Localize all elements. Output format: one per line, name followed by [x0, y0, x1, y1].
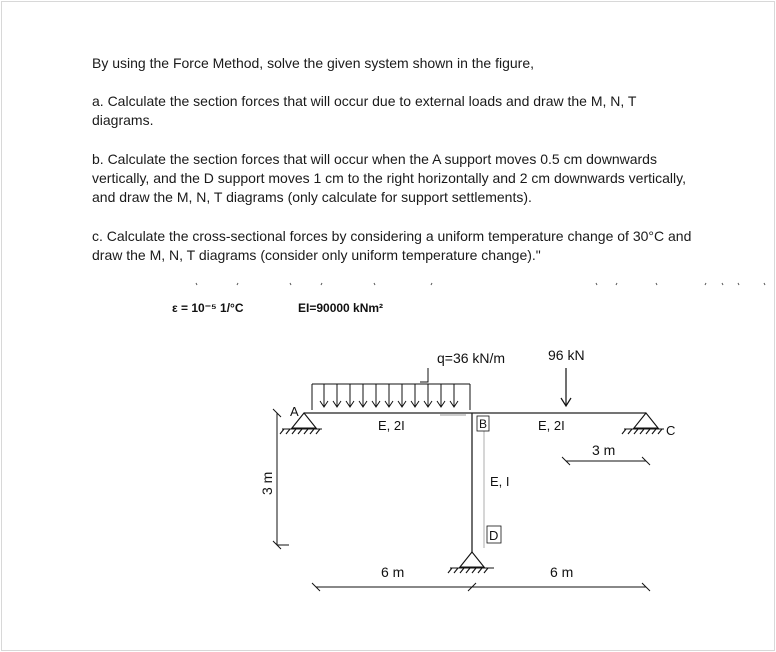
support-d: [448, 552, 494, 573]
stiffness-label: EI=90000 kNm²: [298, 301, 384, 315]
load-label-leader: [420, 368, 428, 382]
question-part-b: b. Calculate the section forces that will occur when the A support moves 0.5 cm downwards vertically, and the D support moves 1 cm to the right horizontally and 2 cm downwards vertically, and draw the M, N, T diagrams (only calculate for support settlements).: [92, 151, 686, 205]
thermal-coefficient-label: ε = 10⁻⁵ 1/°C: [172, 301, 244, 315]
node-d-label: D: [489, 528, 499, 543]
load-offset-label: 3 m: [592, 442, 616, 458]
load-arrows: [320, 384, 458, 407]
support-a: [280, 413, 322, 434]
node-a-label: A: [290, 404, 299, 419]
node-b-label: B: [479, 417, 488, 431]
member-bd-label: E, I: [490, 474, 510, 489]
member-ab-label: E, 2I: [378, 418, 405, 433]
support-c: [622, 413, 664, 434]
span-dimension: [312, 583, 650, 591]
distributed-load: [312, 384, 470, 410]
point-load-label: 96 kN: [548, 347, 585, 363]
member-bc-label: E, 2I: [538, 418, 565, 433]
question-part-a: a. Calculate the section forces that will occur due to external loads and draw the M, N, T diagrams.: [92, 93, 637, 128]
left-span-label: 6 m: [381, 564, 405, 580]
load-offset-dimension: [562, 457, 650, 465]
point-load-arrow: [561, 368, 571, 406]
right-span-label: 6 m: [550, 564, 574, 580]
height-dimension-label: 3 m: [259, 471, 275, 495]
node-c-label: C: [666, 423, 676, 438]
height-dimension: [273, 409, 289, 549]
question-part-c: c. Calculate the cross-sectional forces by considering a uniform temperature change of 30°C and draw the M, N, T diagrams (consider only uniform temperature change).": [92, 228, 692, 263]
scan-artifacts: [196, 283, 765, 285]
distributed-load-label: q=36 kN/m: [437, 350, 506, 366]
question-intro: By using the Force Method, solve the given system shown in the figure,: [92, 55, 535, 71]
